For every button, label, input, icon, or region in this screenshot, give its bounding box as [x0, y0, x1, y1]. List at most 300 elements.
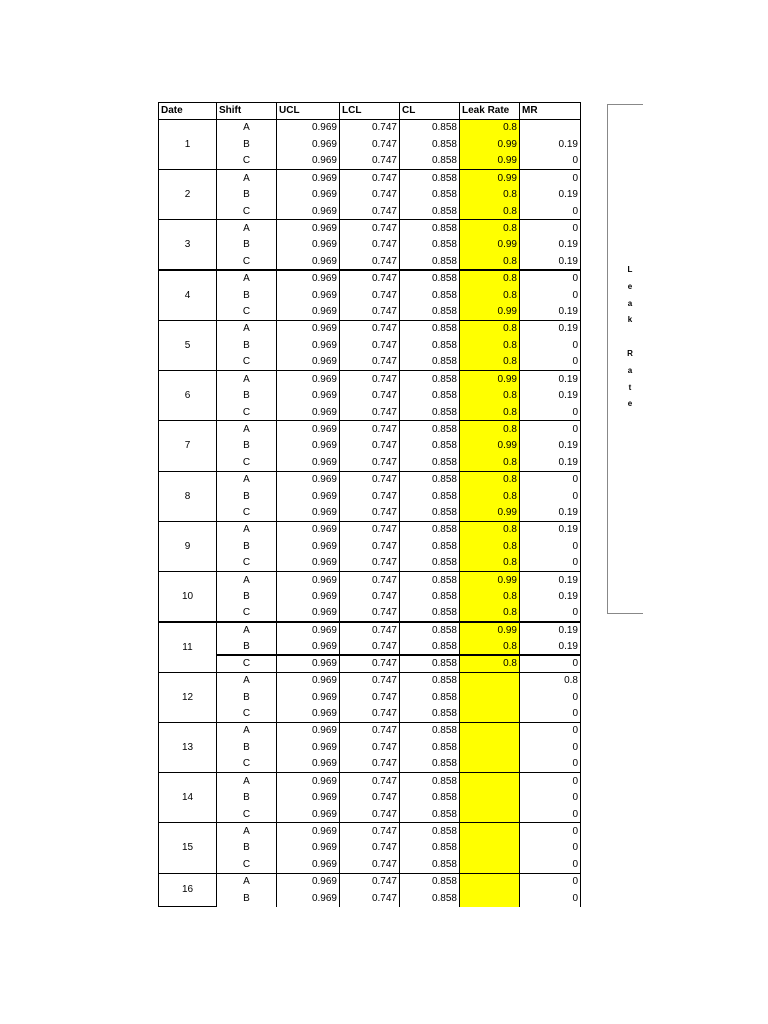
- cl-cell: 0.858: [400, 672, 460, 689]
- lcl-cell: 0.747: [340, 371, 400, 388]
- mr-cell: 0: [520, 337, 581, 354]
- lcl-cell: 0.747: [340, 689, 400, 706]
- axis-title-letter: a: [627, 298, 633, 308]
- axis-title-letter: e: [627, 399, 633, 409]
- shift-cell: C: [217, 655, 277, 672]
- shift-cell: C: [217, 203, 277, 220]
- cl-cell: 0.858: [400, 840, 460, 857]
- ucl-cell: 0.969: [277, 588, 340, 605]
- mr-cell: 0.19: [520, 505, 581, 522]
- shift-cell: B: [217, 136, 277, 153]
- cl-cell: 0.858: [400, 622, 460, 639]
- lcl-cell: 0.747: [340, 789, 400, 806]
- cl-cell: 0.858: [400, 773, 460, 790]
- cl-cell: 0.858: [400, 806, 460, 823]
- shift-cell: B: [217, 387, 277, 404]
- cl-cell: 0.858: [400, 689, 460, 706]
- cl-cell: 0.858: [400, 454, 460, 471]
- table-row: [159, 722, 581, 739]
- shift-cell: B: [217, 739, 277, 756]
- leak-rate-cell: 0.8: [460, 387, 520, 404]
- leak-rate-cell: 0.8: [460, 287, 520, 304]
- shift-cell: C: [217, 605, 277, 622]
- leak-rate-cell: [460, 672, 520, 689]
- cl-cell: 0.858: [400, 203, 460, 220]
- mr-cell: 0.19: [520, 387, 581, 404]
- ucl-cell: 0.969: [277, 186, 340, 203]
- ucl-cell: 0.969: [277, 789, 340, 806]
- ucl-cell: 0.969: [277, 203, 340, 220]
- shift-cell: C: [217, 354, 277, 371]
- shift-cell: B: [217, 789, 277, 806]
- shift-cell: B: [217, 438, 277, 455]
- axis-title-letter: L: [627, 265, 633, 274]
- leak-rate-cell: 0.8: [460, 320, 520, 337]
- mr-cell: 0.19: [520, 186, 581, 203]
- ucl-cell: 0.969: [277, 454, 340, 471]
- axis-title-letter: e: [627, 281, 633, 291]
- date-cell: 3: [159, 220, 217, 270]
- table-row: [159, 789, 581, 806]
- lcl-cell: 0.747: [340, 404, 400, 421]
- lcl-cell: 0.747: [340, 186, 400, 203]
- table-row: [159, 739, 581, 756]
- data-table: [158, 102, 581, 907]
- cl-cell: 0.858: [400, 488, 460, 505]
- ucl-cell: 0.969: [277, 672, 340, 689]
- shift-cell: A: [217, 421, 277, 438]
- table-row: [159, 639, 581, 656]
- cl-cell: 0.858: [400, 739, 460, 756]
- shift-cell: A: [217, 672, 277, 689]
- cl-cell: 0.858: [400, 890, 460, 907]
- leak-rate-cell: [460, 873, 520, 890]
- leak-rate-cell: 0.8: [460, 404, 520, 421]
- lcl-cell: 0.747: [340, 320, 400, 337]
- cl-cell: 0.858: [400, 823, 460, 840]
- ucl-cell: 0.969: [277, 253, 340, 270]
- table-row: [159, 756, 581, 773]
- ucl-cell: 0.969: [277, 572, 340, 589]
- table-row: [159, 136, 581, 153]
- leak-rate-cell: 0.99: [460, 170, 520, 187]
- shift-cell: A: [217, 521, 277, 538]
- cl-cell: 0.858: [400, 873, 460, 890]
- ucl-cell: 0.969: [277, 722, 340, 739]
- ucl-cell: 0.969: [277, 270, 340, 287]
- date-cell: 6: [159, 371, 217, 421]
- table-row: [159, 253, 581, 270]
- lcl-cell: 0.747: [340, 153, 400, 170]
- lcl-cell: 0.747: [340, 488, 400, 505]
- mr-cell: 0: [520, 823, 581, 840]
- ucl-cell: 0.969: [277, 488, 340, 505]
- table-row: [159, 890, 581, 907]
- lcl-cell: 0.747: [340, 588, 400, 605]
- leak-rate-cell: 0.99: [460, 505, 520, 522]
- table-row: [159, 237, 581, 254]
- table-row: [159, 655, 581, 672]
- table-row: [159, 270, 581, 287]
- cl-cell: 0.858: [400, 605, 460, 622]
- ucl-cell: 0.969: [277, 304, 340, 321]
- table-row: [159, 773, 581, 790]
- table-row: [159, 588, 581, 605]
- leak-rate-cell: 0.8: [460, 555, 520, 572]
- lcl-cell: 0.747: [340, 773, 400, 790]
- cl-cell: 0.858: [400, 856, 460, 873]
- ucl-cell: 0.969: [277, 320, 340, 337]
- lcl-cell: 0.747: [340, 505, 400, 522]
- leak-rate-cell: 0.8: [460, 639, 520, 656]
- table-row: [159, 438, 581, 455]
- cl-cell: 0.858: [400, 404, 460, 421]
- mr-cell: 0.19: [520, 622, 581, 639]
- ucl-cell: 0.969: [277, 371, 340, 388]
- shift-cell: B: [217, 488, 277, 505]
- cl-cell: 0.858: [400, 320, 460, 337]
- cl-cell: 0.858: [400, 572, 460, 589]
- shift-cell: B: [217, 337, 277, 354]
- cl-cell: 0.858: [400, 136, 460, 153]
- table-row: [159, 505, 581, 522]
- cl-cell: 0.858: [400, 655, 460, 672]
- ucl-cell: 0.969: [277, 622, 340, 639]
- header-row: [159, 103, 581, 120]
- ucl-cell: 0.969: [277, 555, 340, 572]
- leak-rate-cell: 0.8: [460, 270, 520, 287]
- mr-cell: 0: [520, 203, 581, 220]
- lcl-cell: 0.747: [340, 639, 400, 656]
- mr-cell: 0: [520, 421, 581, 438]
- table-row: [159, 454, 581, 471]
- date-cell: 15: [159, 823, 217, 873]
- leak-rate-cell: 0.8: [460, 354, 520, 371]
- cl-cell: 0.858: [400, 555, 460, 572]
- cl-cell: 0.858: [400, 756, 460, 773]
- date-cell: 12: [159, 672, 217, 722]
- ucl-cell: 0.969: [277, 655, 340, 672]
- lcl-cell: 0.747: [340, 890, 400, 907]
- mr-cell: 0: [520, 856, 581, 873]
- axis-title-letter: k: [627, 315, 633, 325]
- lcl-cell: 0.747: [340, 253, 400, 270]
- ucl-cell: 0.969: [277, 689, 340, 706]
- shift-cell: B: [217, 186, 277, 203]
- ucl-cell: 0.969: [277, 856, 340, 873]
- header-lcl: LCL: [340, 103, 400, 120]
- lcl-cell: 0.747: [340, 454, 400, 471]
- leak-rate-cell: 0.99: [460, 438, 520, 455]
- cl-cell: 0.858: [400, 237, 460, 254]
- mr-cell: 0.8: [520, 672, 581, 689]
- leak-rate-cell: [460, 689, 520, 706]
- ucl-cell: 0.969: [277, 538, 340, 555]
- leak-rate-cell: [460, 756, 520, 773]
- leak-rate-cell: 0.99: [460, 153, 520, 170]
- date-cell: 7: [159, 421, 217, 471]
- date-cell: 5: [159, 320, 217, 370]
- shift-cell: A: [217, 119, 277, 136]
- mr-cell: 0: [520, 287, 581, 304]
- mr-cell: 0.19: [520, 253, 581, 270]
- ucl-cell: 0.969: [277, 220, 340, 237]
- lcl-cell: 0.747: [340, 538, 400, 555]
- shift-cell: C: [217, 756, 277, 773]
- shift-cell: B: [217, 840, 277, 857]
- shift-cell: A: [217, 823, 277, 840]
- lcl-cell: 0.747: [340, 806, 400, 823]
- lcl-cell: 0.747: [340, 119, 400, 136]
- cl-cell: 0.858: [400, 505, 460, 522]
- leak-rate-cell: 0.8: [460, 454, 520, 471]
- ucl-cell: 0.969: [277, 756, 340, 773]
- cl-cell: 0.858: [400, 337, 460, 354]
- lcl-cell: 0.747: [340, 220, 400, 237]
- ucl-cell: 0.969: [277, 153, 340, 170]
- cl-cell: 0.858: [400, 371, 460, 388]
- shift-cell: A: [217, 622, 277, 639]
- table-row: [159, 572, 581, 589]
- leak-rate-cell: 0.8: [460, 488, 520, 505]
- ucl-cell: 0.969: [277, 505, 340, 522]
- date-cell: 16: [159, 873, 217, 907]
- lcl-cell: 0.747: [340, 136, 400, 153]
- date-cell: 8: [159, 471, 217, 521]
- mr-cell: 0.19: [520, 454, 581, 471]
- ucl-cell: 0.969: [277, 521, 340, 538]
- table-row: [159, 840, 581, 857]
- mr-cell: 0.19: [520, 371, 581, 388]
- mr-cell: 0: [520, 739, 581, 756]
- table-row: [159, 538, 581, 555]
- date-cell: 13: [159, 722, 217, 772]
- ucl-cell: 0.969: [277, 806, 340, 823]
- mr-cell: 0: [520, 538, 581, 555]
- axis-title-letter: [622, 329, 638, 346]
- cl-cell: 0.858: [400, 220, 460, 237]
- lcl-cell: 0.747: [340, 471, 400, 488]
- leak-rate-cell: 0.99: [460, 622, 520, 639]
- axis-title-letter: t: [628, 382, 632, 392]
- ucl-cell: 0.969: [277, 773, 340, 790]
- table-row: [159, 404, 581, 421]
- shift-cell: C: [217, 856, 277, 873]
- mr-cell: 0: [520, 220, 581, 237]
- shift-cell: B: [217, 538, 277, 555]
- lcl-cell: 0.747: [340, 739, 400, 756]
- ucl-cell: 0.969: [277, 237, 340, 254]
- date-cell: 10: [159, 572, 217, 622]
- lcl-cell: 0.747: [340, 840, 400, 857]
- cl-cell: 0.858: [400, 170, 460, 187]
- mr-cell: 0: [520, 840, 581, 857]
- ucl-cell: 0.969: [277, 739, 340, 756]
- table-row: [159, 689, 581, 706]
- date-cell: 2: [159, 170, 217, 220]
- cl-cell: 0.858: [400, 438, 460, 455]
- header-shift: Shift: [217, 103, 277, 120]
- lcl-cell: 0.747: [340, 823, 400, 840]
- shift-cell: B: [217, 287, 277, 304]
- ucl-cell: 0.969: [277, 119, 340, 136]
- shift-cell: A: [217, 371, 277, 388]
- ucl-cell: 0.969: [277, 605, 340, 622]
- shift-cell: C: [217, 304, 277, 321]
- table-row: [159, 672, 581, 689]
- leak-rate-cell: [460, 722, 520, 739]
- ucl-cell: 0.969: [277, 823, 340, 840]
- table-row: [159, 488, 581, 505]
- shift-cell: B: [217, 639, 277, 656]
- shift-cell: A: [217, 220, 277, 237]
- leak-rate-cell: 0.8: [460, 588, 520, 605]
- leak-rate-cell: [460, 706, 520, 723]
- table-row: [159, 823, 581, 840]
- mr-cell: 0: [520, 270, 581, 287]
- date-cell: 11: [159, 622, 217, 672]
- table-row: [159, 203, 581, 220]
- axis-title-letter: R: [627, 348, 633, 358]
- cl-cell: 0.858: [400, 421, 460, 438]
- leak-rate-cell: 0.99: [460, 136, 520, 153]
- table-row: [159, 387, 581, 404]
- ucl-cell: 0.969: [277, 471, 340, 488]
- shift-cell: C: [217, 505, 277, 522]
- table-row: [159, 287, 581, 304]
- mr-cell: 0: [520, 756, 581, 773]
- mr-cell: 0: [520, 488, 581, 505]
- leak-rate-cell: 0.8: [460, 605, 520, 622]
- lcl-cell: 0.747: [340, 203, 400, 220]
- date-cell: 14: [159, 773, 217, 823]
- ucl-cell: 0.969: [277, 387, 340, 404]
- mr-cell: 0: [520, 404, 581, 421]
- table-row: [159, 706, 581, 723]
- table-row: [159, 605, 581, 622]
- table-body: [159, 119, 581, 906]
- mr-cell: 0.19: [520, 521, 581, 538]
- lcl-cell: 0.747: [340, 622, 400, 639]
- leak-rate-cell: 0.8: [460, 421, 520, 438]
- lcl-cell: 0.747: [340, 304, 400, 321]
- date-cell: 9: [159, 521, 217, 571]
- table-row: [159, 304, 581, 321]
- mr-cell: 0: [520, 873, 581, 890]
- shift-cell: B: [217, 890, 277, 907]
- shift-cell: C: [217, 253, 277, 270]
- table-row: [159, 873, 581, 890]
- mr-cell: 0: [520, 806, 581, 823]
- cl-cell: 0.858: [400, 186, 460, 203]
- leak-rate-cell: 0.8: [460, 220, 520, 237]
- cl-cell: 0.858: [400, 639, 460, 656]
- leak-rate-cell: 0.8: [460, 253, 520, 270]
- mr-cell: 0.19: [520, 588, 581, 605]
- lcl-cell: 0.747: [340, 237, 400, 254]
- cl-cell: 0.858: [400, 521, 460, 538]
- mr-cell: 0: [520, 789, 581, 806]
- cl-cell: 0.858: [400, 538, 460, 555]
- shift-cell: B: [217, 588, 277, 605]
- table-row: [159, 371, 581, 388]
- table-row: [159, 555, 581, 572]
- cl-cell: 0.858: [400, 471, 460, 488]
- ucl-cell: 0.969: [277, 354, 340, 371]
- ucl-cell: 0.969: [277, 873, 340, 890]
- cl-cell: 0.858: [400, 153, 460, 170]
- cl-cell: 0.858: [400, 253, 460, 270]
- shift-cell: C: [217, 404, 277, 421]
- header-leak-rate: Leak Rate: [460, 103, 520, 120]
- table-row: [159, 856, 581, 873]
- leak-rate-cell: [460, 823, 520, 840]
- lcl-cell: 0.747: [340, 270, 400, 287]
- mr-cell: 0.19: [520, 572, 581, 589]
- lcl-cell: 0.747: [340, 354, 400, 371]
- header-mr: MR: [520, 103, 581, 120]
- lcl-cell: 0.747: [340, 521, 400, 538]
- lcl-cell: 0.747: [340, 337, 400, 354]
- table-row: [159, 622, 581, 639]
- shift-cell: C: [217, 706, 277, 723]
- shift-cell: B: [217, 689, 277, 706]
- mr-cell: 0: [520, 706, 581, 723]
- date-cell: 4: [159, 270, 217, 320]
- table-row: [159, 220, 581, 237]
- y-axis-title: [622, 262, 638, 413]
- mr-cell: 0: [520, 689, 581, 706]
- table-row: [159, 521, 581, 538]
- mr-cell: [520, 119, 581, 136]
- cl-cell: 0.858: [400, 354, 460, 371]
- leak-rate-cell: 0.8: [460, 655, 520, 672]
- shift-cell: A: [217, 270, 277, 287]
- table-row: [159, 170, 581, 187]
- shift-cell: A: [217, 170, 277, 187]
- mr-cell: 0: [520, 605, 581, 622]
- ucl-cell: 0.969: [277, 840, 340, 857]
- lcl-cell: 0.747: [340, 672, 400, 689]
- lcl-cell: 0.747: [340, 655, 400, 672]
- lcl-cell: 0.747: [340, 856, 400, 873]
- mr-cell: 0: [520, 555, 581, 572]
- mr-cell: 0: [520, 170, 581, 187]
- lcl-cell: 0.747: [340, 170, 400, 187]
- cl-cell: 0.858: [400, 270, 460, 287]
- leak-rate-cell: 0.8: [460, 337, 520, 354]
- ucl-cell: 0.969: [277, 639, 340, 656]
- leak-rate-cell: 0.99: [460, 371, 520, 388]
- ucl-cell: 0.969: [277, 404, 340, 421]
- axis-title-letter: a: [627, 365, 633, 375]
- lcl-cell: 0.747: [340, 722, 400, 739]
- header-ucl: UCL: [277, 103, 340, 120]
- table-row: [159, 337, 581, 354]
- ucl-cell: 0.969: [277, 337, 340, 354]
- leak-rate-cell: [460, 789, 520, 806]
- mr-cell: 0: [520, 471, 581, 488]
- leak-rate-cell: 0.99: [460, 572, 520, 589]
- cl-cell: 0.858: [400, 119, 460, 136]
- mr-cell: 0: [520, 773, 581, 790]
- cl-cell: 0.858: [400, 789, 460, 806]
- cl-cell: 0.858: [400, 722, 460, 739]
- cl-cell: 0.858: [400, 387, 460, 404]
- ucl-cell: 0.969: [277, 136, 340, 153]
- cl-cell: 0.858: [400, 287, 460, 304]
- lcl-cell: 0.747: [340, 387, 400, 404]
